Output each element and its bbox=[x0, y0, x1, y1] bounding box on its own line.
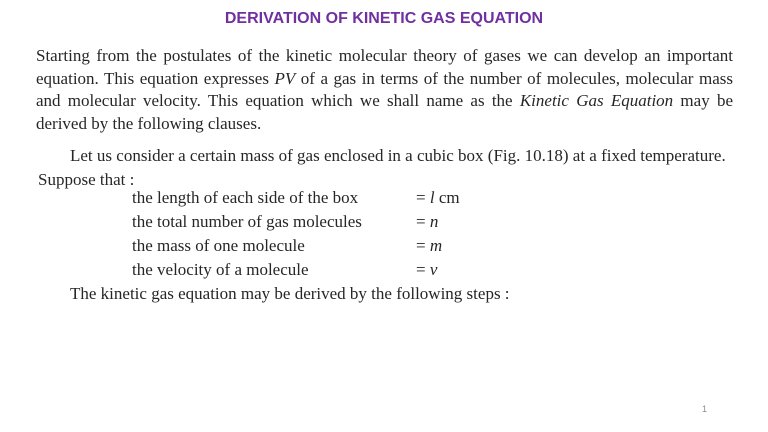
definition-value bbox=[416, 234, 442, 258]
equals-sign: = bbox=[416, 188, 430, 207]
symbol: n bbox=[429, 212, 439, 231]
intro-text-2: of a gas in terms of the number of molecules, molecular mass and molecular velocity. This equation which we shall name as the bbox=[36, 68, 733, 110]
definition-label: the total number of gas molecules bbox=[132, 212, 362, 231]
definition-row bbox=[132, 210, 460, 234]
definition-label: the mass of one molecule bbox=[132, 236, 305, 255]
definition-row bbox=[132, 186, 460, 210]
definitions-list bbox=[132, 186, 460, 282]
definition-value bbox=[416, 186, 460, 210]
intro-text-1: Starting from the postulates of the kinetic molecular theory of gases we can develop an important equation. This equation expresses bbox=[36, 46, 733, 88]
steps-intro: The kinetic gas equation may be derived by the following steps : bbox=[70, 284, 510, 303]
unit: cm bbox=[434, 188, 460, 207]
intro-paragraph bbox=[36, 45, 733, 135]
setup-line-2: Suppose that : bbox=[38, 170, 135, 189]
symbol: l bbox=[429, 188, 435, 207]
definition-value bbox=[416, 210, 438, 234]
slide-title: DERIVATION OF KINETIC GAS EQUATION bbox=[224, 10, 544, 27]
intro-text-3: may be derived by the following clauses. bbox=[36, 91, 733, 133]
definition-label: the velocity of a molecule bbox=[132, 260, 309, 279]
definition-value bbox=[416, 258, 437, 282]
equals-sign: = bbox=[416, 236, 430, 255]
definition-row bbox=[132, 258, 460, 282]
definition-row bbox=[132, 234, 460, 258]
definition-label: the length of each side of the box bbox=[132, 188, 359, 207]
pv-term: PV bbox=[274, 68, 296, 88]
symbol: v bbox=[429, 260, 438, 279]
equals-sign: = bbox=[416, 260, 430, 279]
equals-sign: = bbox=[416, 212, 430, 231]
symbol: m bbox=[429, 236, 443, 255]
page-number: 1 bbox=[702, 404, 708, 414]
kinetic-gas-equation-term: Kinetic Gas Equation bbox=[519, 91, 674, 110]
setup-line-1: Let us consider a certain mass of gas enclosed in a cubic box (Fig. 10.18) at a fixed temperature. bbox=[70, 146, 726, 165]
setup-paragraph bbox=[38, 144, 738, 192]
